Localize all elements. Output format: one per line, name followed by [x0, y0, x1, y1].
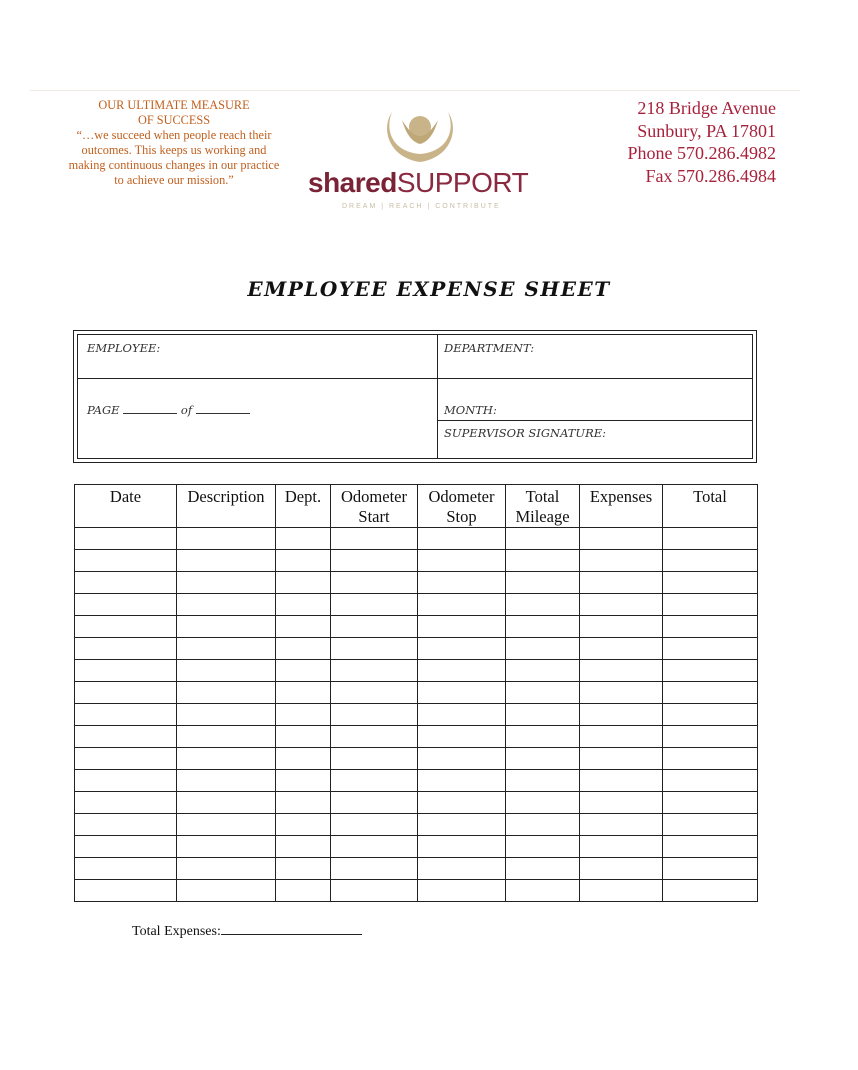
- table-cell[interactable]: [418, 682, 506, 704]
- table-cell[interactable]: [506, 836, 580, 858]
- table-row: [75, 880, 758, 902]
- table-cell[interactable]: [418, 594, 506, 616]
- table-cell[interactable]: [506, 770, 580, 792]
- table-cell[interactable]: [663, 880, 758, 902]
- table-cell[interactable]: [580, 638, 663, 660]
- motto-line: OUR ULTIMATE MEASURE: [98, 98, 250, 112]
- table-cell[interactable]: [177, 660, 276, 682]
- table-cell[interactable]: [276, 748, 331, 770]
- table-cell[interactable]: [331, 814, 418, 836]
- page-number-blank[interactable]: [123, 403, 177, 414]
- address-line: Phone 570.286.4982: [627, 143, 776, 163]
- address-line: 218 Bridge Avenue: [637, 98, 776, 118]
- table-cell[interactable]: [331, 616, 418, 638]
- table-cell[interactable]: [418, 528, 506, 550]
- table-cell[interactable]: [663, 726, 758, 748]
- total-expenses: [132, 920, 362, 940]
- table-cell[interactable]: [331, 858, 418, 880]
- page-field: [87, 403, 250, 417]
- employee-info-box: [73, 330, 757, 463]
- motto-line: to achieve our mission.”: [114, 173, 234, 187]
- table-cell[interactable]: [331, 594, 418, 616]
- table-cell[interactable]: [331, 572, 418, 594]
- supervisor-signature-label: SUPERVISOR SIGNATURE:: [444, 426, 607, 440]
- table-cell[interactable]: [177, 770, 276, 792]
- table-cell[interactable]: [663, 792, 758, 814]
- table-cell[interactable]: [580, 770, 663, 792]
- department-label: DEPARTMENT:: [444, 341, 535, 355]
- info-divider-2: [437, 420, 752, 421]
- table-cell[interactable]: [663, 814, 758, 836]
- table-cell[interactable]: [276, 528, 331, 550]
- page-title: EMPLOYEE EXPENSE SHEET: [247, 277, 611, 301]
- table-header-row: [75, 485, 758, 528]
- table-cell[interactable]: [276, 858, 331, 880]
- table-row: [75, 682, 758, 704]
- table-cell[interactable]: [506, 528, 580, 550]
- table-cell[interactable]: [506, 594, 580, 616]
- table-cell[interactable]: [276, 594, 331, 616]
- table-cell[interactable]: [177, 594, 276, 616]
- table-cell[interactable]: [331, 880, 418, 902]
- table-cell[interactable]: [75, 792, 177, 814]
- table-cell[interactable]: [580, 792, 663, 814]
- table-cell[interactable]: [177, 550, 276, 572]
- table-cell[interactable]: [177, 726, 276, 748]
- table-cell[interactable]: [276, 770, 331, 792]
- table-cell[interactable]: [663, 704, 758, 726]
- table-row: [75, 594, 758, 616]
- address-line: Fax 570.286.4984: [645, 165, 776, 186]
- info-vertical-divider: [437, 335, 438, 458]
- logo-figure-icon: [300, 100, 560, 170]
- table-cell[interactable]: [418, 770, 506, 792]
- table-cell[interactable]: [580, 704, 663, 726]
- table-cell[interactable]: [75, 858, 177, 880]
- table-cell[interactable]: [580, 594, 663, 616]
- table-cell[interactable]: [418, 660, 506, 682]
- table-cell[interactable]: [506, 616, 580, 638]
- table-cell[interactable]: [580, 836, 663, 858]
- month-label: MONTH:: [444, 403, 497, 417]
- table-cell[interactable]: [177, 572, 276, 594]
- table-cell[interactable]: [331, 704, 418, 726]
- motto-line: “…we succeed when people reach their: [76, 128, 272, 142]
- table-cell[interactable]: [276, 814, 331, 836]
- table-cell[interactable]: [580, 528, 663, 550]
- table-cell[interactable]: [331, 682, 418, 704]
- header-divider: [30, 90, 800, 91]
- table-row: [75, 638, 758, 660]
- table-cell[interactable]: [506, 748, 580, 770]
- expense-table: [74, 484, 758, 902]
- table-cell[interactable]: [177, 638, 276, 660]
- table-row: [75, 704, 758, 726]
- table-row: [75, 572, 758, 594]
- table-cell[interactable]: [418, 748, 506, 770]
- table-cell[interactable]: [276, 880, 331, 902]
- total-expenses-blank[interactable]: [221, 920, 362, 935]
- table-cell[interactable]: [75, 660, 177, 682]
- table-cell[interactable]: [331, 528, 418, 550]
- table-cell[interactable]: [580, 682, 663, 704]
- table-cell[interactable]: [331, 836, 418, 858]
- table-cell[interactable]: [75, 770, 177, 792]
- table-row: [75, 660, 758, 682]
- table-cell[interactable]: [580, 880, 663, 902]
- table-cell[interactable]: [276, 792, 331, 814]
- table-cell[interactable]: [177, 792, 276, 814]
- header-dept: Dept.: [276, 485, 331, 528]
- table-cell[interactable]: [75, 704, 177, 726]
- logo-tagline: DREAM | REACH | CONTRIBUTE: [342, 203, 501, 210]
- motto-line: making continuous changes in our practice: [68, 158, 280, 172]
- table-cell[interactable]: [75, 594, 177, 616]
- header-total: Total: [663, 485, 758, 528]
- table-cell[interactable]: [418, 792, 506, 814]
- employee-label: EMPLOYEE:: [87, 341, 161, 355]
- expense-table-body: [75, 528, 758, 902]
- table-cell[interactable]: [418, 638, 506, 660]
- table-cell[interactable]: [276, 726, 331, 748]
- page-total-blank[interactable]: [196, 403, 250, 414]
- table-row: [75, 814, 758, 836]
- header-odometer-start: Odometer Start: [331, 485, 418, 528]
- table-cell[interactable]: [663, 660, 758, 682]
- table-cell[interactable]: [276, 836, 331, 858]
- mission-motto: [58, 98, 290, 188]
- table-row: [75, 836, 758, 858]
- table-cell[interactable]: [506, 682, 580, 704]
- table-row: [75, 726, 758, 748]
- header-description: Description: [177, 485, 276, 528]
- logo-word-regular: SUPPORT: [396, 167, 529, 198]
- table-cell[interactable]: [506, 550, 580, 572]
- table-cell[interactable]: [331, 550, 418, 572]
- table-row: [75, 792, 758, 814]
- table-cell[interactable]: [418, 704, 506, 726]
- table-cell[interactable]: [75, 748, 177, 770]
- table-cell[interactable]: [177, 616, 276, 638]
- table-cell[interactable]: [418, 858, 506, 880]
- table-cell[interactable]: [663, 748, 758, 770]
- employee-info-inner: [77, 334, 753, 459]
- table-cell[interactable]: [418, 550, 506, 572]
- table-cell[interactable]: [663, 836, 758, 858]
- table-cell[interactable]: [506, 572, 580, 594]
- table-cell[interactable]: [663, 858, 758, 880]
- table-cell[interactable]: [75, 528, 177, 550]
- table-row: [75, 528, 758, 550]
- table-cell[interactable]: [75, 638, 177, 660]
- table-cell[interactable]: [418, 572, 506, 594]
- table-cell[interactable]: [177, 814, 276, 836]
- table-cell[interactable]: [506, 814, 580, 836]
- table-cell[interactable]: [580, 660, 663, 682]
- table-cell[interactable]: [663, 638, 758, 660]
- header-odometer-stop: Odometer Stop: [418, 485, 506, 528]
- table-cell[interactable]: [331, 748, 418, 770]
- table-cell[interactable]: [418, 616, 506, 638]
- table-cell[interactable]: [580, 616, 663, 638]
- table-row: [75, 616, 758, 638]
- table-cell[interactable]: [177, 858, 276, 880]
- table-cell[interactable]: [506, 880, 580, 902]
- table-cell[interactable]: [331, 638, 418, 660]
- table-cell[interactable]: [663, 616, 758, 638]
- motto-line: outcomes. This keeps us working and: [81, 143, 267, 157]
- table-cell[interactable]: [276, 572, 331, 594]
- table-cell[interactable]: [506, 704, 580, 726]
- table-cell[interactable]: [418, 836, 506, 858]
- table-cell[interactable]: [418, 814, 506, 836]
- table-cell[interactable]: [663, 682, 758, 704]
- logo-wordmark: [308, 167, 528, 199]
- table-cell[interactable]: [75, 726, 177, 748]
- table-cell[interactable]: [75, 616, 177, 638]
- table-cell[interactable]: [276, 704, 331, 726]
- table-cell[interactable]: [580, 550, 663, 572]
- table-cell[interactable]: [663, 770, 758, 792]
- table-cell[interactable]: [663, 594, 758, 616]
- table-cell[interactable]: [276, 682, 331, 704]
- table-cell[interactable]: [580, 748, 663, 770]
- table-cell[interactable]: [331, 660, 418, 682]
- table-cell[interactable]: [580, 726, 663, 748]
- table-cell[interactable]: [331, 726, 418, 748]
- table-cell[interactable]: [331, 792, 418, 814]
- table-cell[interactable]: [276, 638, 331, 660]
- table-cell[interactable]: [506, 638, 580, 660]
- table-cell[interactable]: [580, 858, 663, 880]
- address-block: [628, 97, 777, 187]
- table-cell[interactable]: [177, 528, 276, 550]
- table-cell[interactable]: [506, 726, 580, 748]
- table-cell[interactable]: [75, 836, 177, 858]
- address-line: Sunbury, PA 17801: [637, 120, 776, 141]
- table-cell[interactable]: [75, 880, 177, 902]
- table-cell[interactable]: [580, 814, 663, 836]
- table-row: [75, 858, 758, 880]
- table-cell[interactable]: [663, 572, 758, 594]
- table-cell[interactable]: [75, 814, 177, 836]
- table-cell[interactable]: [276, 550, 331, 572]
- of-label: of: [180, 403, 193, 417]
- info-divider-1: [78, 378, 752, 379]
- header-date: Date: [75, 485, 177, 528]
- table-cell[interactable]: [506, 660, 580, 682]
- header-total-mileage: Total Mileage: [506, 485, 580, 528]
- table-row: [75, 770, 758, 792]
- table-cell[interactable]: [663, 528, 758, 550]
- table-cell[interactable]: [75, 682, 177, 704]
- table-cell[interactable]: [580, 572, 663, 594]
- logo-word-bold: shared: [308, 167, 397, 198]
- total-expenses-label: Total Expenses:: [132, 924, 221, 939]
- table-cell[interactable]: [506, 792, 580, 814]
- table-cell[interactable]: [276, 660, 331, 682]
- table-cell[interactable]: [276, 616, 331, 638]
- table-cell[interactable]: [75, 550, 177, 572]
- table-cell[interactable]: [177, 748, 276, 770]
- motto-line: OF SUCCESS: [137, 113, 211, 127]
- table-cell[interactable]: [177, 880, 276, 902]
- header-expenses: Expenses: [580, 485, 663, 528]
- table-cell[interactable]: [177, 836, 276, 858]
- table-cell[interactable]: [418, 726, 506, 748]
- table-cell[interactable]: [418, 880, 506, 902]
- table-cell[interactable]: [75, 572, 177, 594]
- table-row: [75, 550, 758, 572]
- table-cell[interactable]: [177, 704, 276, 726]
- shared-support-logo: [300, 100, 560, 215]
- table-cell[interactable]: [177, 682, 276, 704]
- table-cell[interactable]: [506, 858, 580, 880]
- table-cell[interactable]: [663, 550, 758, 572]
- page-label: PAGE: [87, 403, 120, 417]
- table-cell[interactable]: [331, 770, 418, 792]
- table-row: [75, 748, 758, 770]
